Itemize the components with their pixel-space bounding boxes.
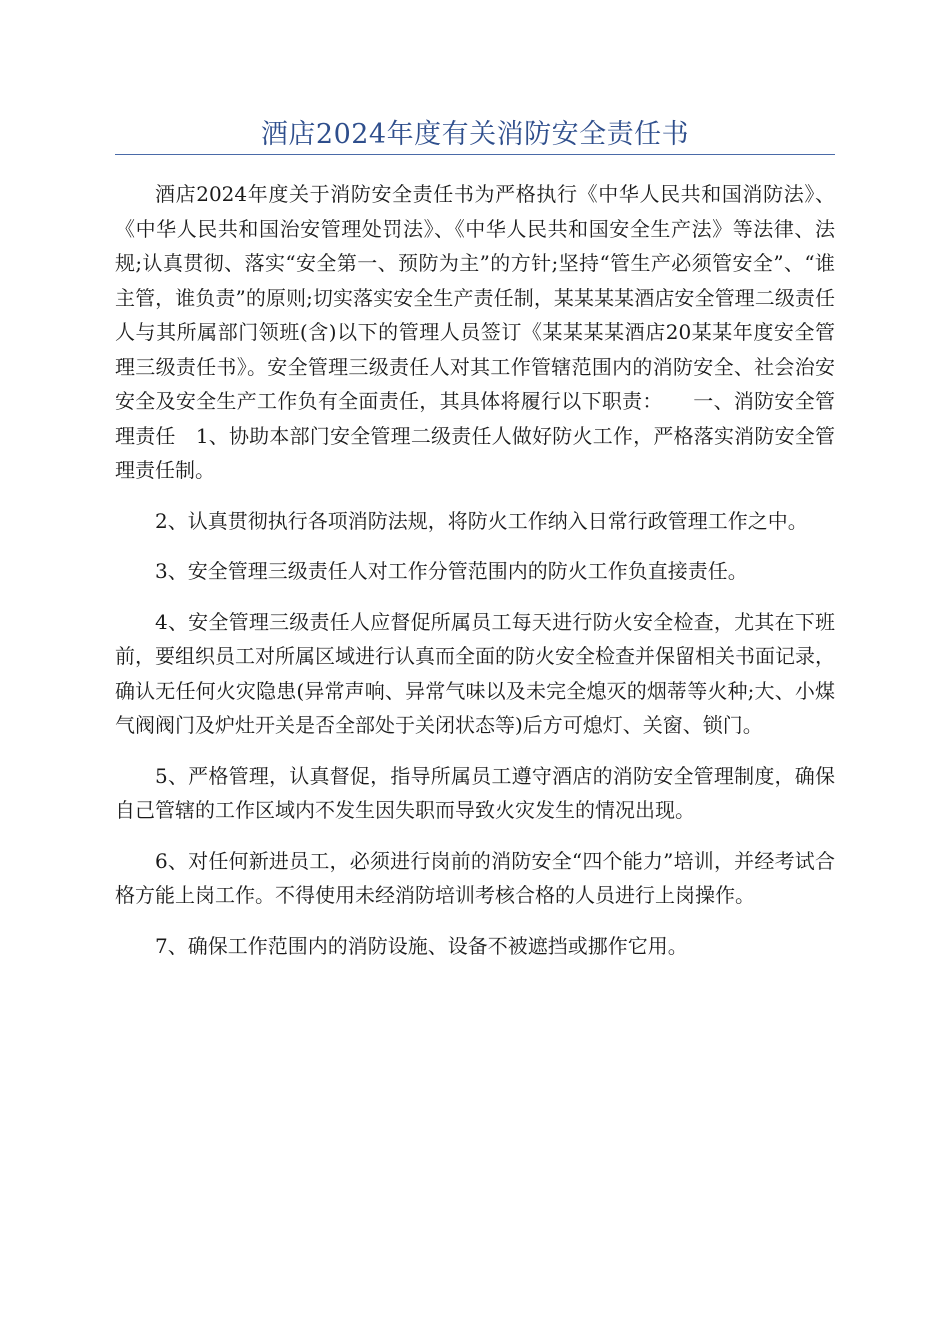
paragraph-item-4: 4、安全管理三级责任人应督促所属员工每天进行防火安全检查，尤其在下班前，要组织员工对所属区域进行认真而全面的防火安全检查并保留相关书面记录，确认无任何火灾隐患(异常声响、异常气味以及未完全熄灭的烟蒂等火种;大、小煤气阀阀门及炉灶开关是否全部处于关闭状态等)后方可熄灯、关窗、锁门。 bbox=[115, 609, 835, 737]
paragraph-item-2: 2、认真贯彻执行各项消防法规，将防火工作纳入日常行政管理工作之中。 bbox=[155, 508, 808, 533]
paragraph-item-7: 7、确保工作范围内的消防设施、设备不被遮挡或挪作它用。 bbox=[155, 933, 688, 958]
paragraph-intro: 酒店2024年度关于消防安全责任书为严格执行《中华人民共和国消防法》、《中华人民共和国治安管理处罚法》、《中华人民共和国安全生产法》等法律、法规;认真贯彻、落实“安全第一、预防为主”的方针;坚持“管生产必须管安全”、“谁主管，谁负责”的原则;切实落实安全生产责任制，某某某某酒店安全管理二级责任人与其所属部门领班(含)以下的管理人员签订《某某某某酒店20某某年度安全管理三级责任书》。安全管理三级责任人对其工作管辖范围内的消防安全、社会治安安全及安全生产工作负有全面责任，其具体将履行以下职责： 一、消防安全管理责任 1、协助本部门安全管理二级责任人做好防火工作，严格落实消防安全管理责任制。 bbox=[115, 182, 835, 482]
paragraph-item-3: 3、安全管理三级责任人对工作分管范围内的防火工作负直接责任。 bbox=[155, 559, 748, 583]
document-page bbox=[115, 0, 835, 979]
title-underline bbox=[115, 154, 835, 155]
paragraph-item-5: 5、严格管理，认真督促，指导所属员工遵守酒店的消防安全管理制度，确保自己管辖的工作区域内不发生因失职而导致火灾发生的情况出现。 bbox=[115, 763, 835, 822]
paragraph-item-6: 6、对任何新进员工，必须进行岗前的消防安全“四个能力”培训，并经考试合格方能上岗工作。不得使用未经消防培训考核合格的人员进行上岗操作。 bbox=[115, 848, 835, 907]
document-title: 酒店2024年度有关消防安全责任书 bbox=[260, 119, 690, 150]
document-body bbox=[115, 177, 835, 963]
